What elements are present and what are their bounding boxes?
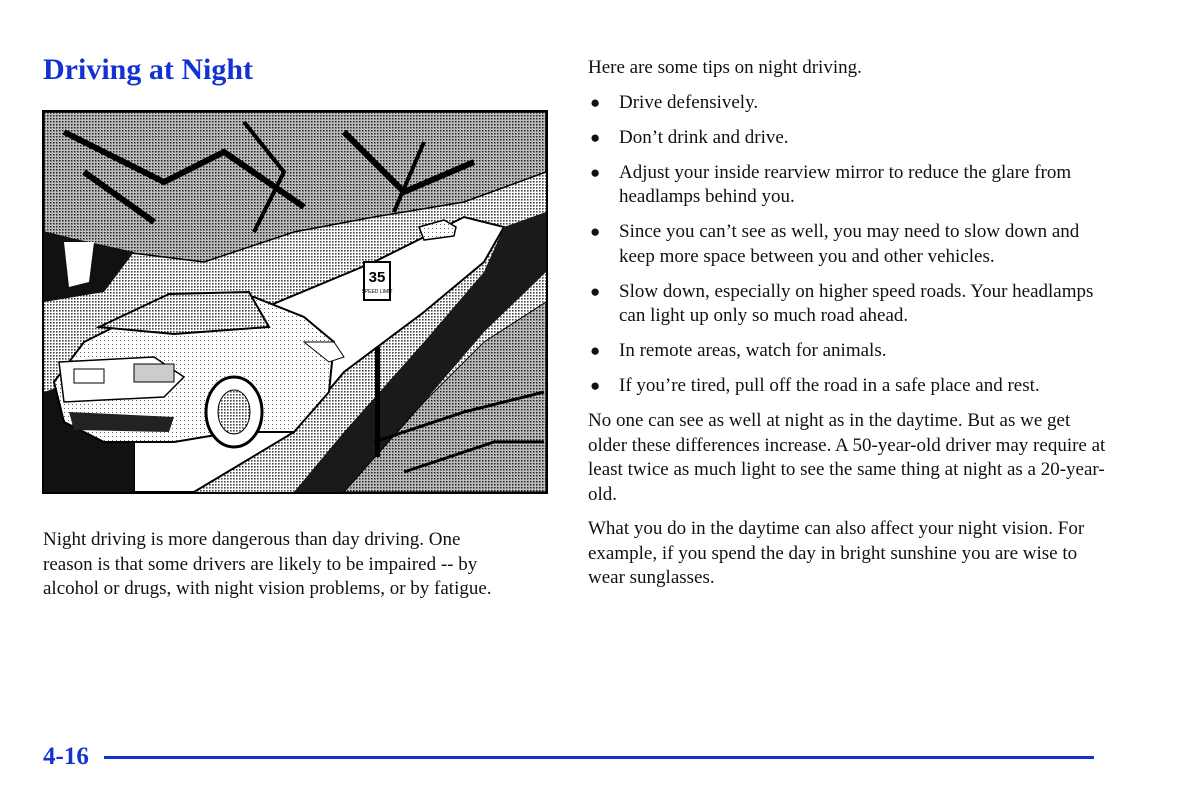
list-item: ● If you’re tired, pull off the road in a safe place and rest. — [588, 374, 1108, 399]
list-item: ● Slow down, especially on higher speed roads. Your headlamps can light up only so much road ahead. — [590, 280, 1094, 326]
list-item: ● Since you can’t see as well, you may need to slow down and keep more space between you and other vehicles. — [590, 221, 1080, 267]
page-title: Driving at Night — [43, 53, 253, 86]
page-number: 4-16 — [43, 743, 89, 770]
footer-rule — [104, 756, 1094, 759]
list-item: ● Drive defensively. — [588, 91, 1108, 116]
tips-list — [588, 91, 1108, 399]
svg-text:SPEED LIMIT: SPEED LIMIT — [361, 289, 393, 295]
intro-paragraph: Night driving is more dangerous than day driving. One reason is that some drivers are likely to be impaired -- by alcohol or drugs, with night vision problems, or by fatigue. — [43, 529, 492, 599]
bullet-icon: ● — [590, 92, 601, 112]
bullet-icon: ● — [590, 376, 601, 395]
bullet-icon: ● — [590, 341, 601, 360]
daytime-paragraph: What you do in the daytime can also affect your night vision. For example, if you spend the day in bright sunshine you are wise to wear sunglasses. — [588, 518, 1085, 588]
night-driving-illustration — [42, 110, 548, 494]
list-item: ● Adjust your inside rearview mirror to reduce the glare from headlamps behind you. — [590, 161, 1072, 207]
bullet-icon: ● — [590, 222, 601, 241]
right-column — [588, 56, 1108, 601]
bullet-icon: ● — [590, 162, 601, 182]
bullet-icon: ● — [590, 127, 601, 147]
list-item: ● Don’t drink and drive. — [588, 126, 1108, 151]
age-paragraph: No one can see as well at night as in the daytime. But as we get older these differences increase. A 50-year-old driver may require at least twice as much light to see the same thing at night as a 20-year-old. — [588, 410, 1106, 505]
tips-intro: Here are some tips on night driving. — [588, 57, 862, 78]
bullet-icon: ● — [590, 281, 601, 301]
svg-text:35: 35 — [368, 269, 386, 286]
list-item: ● In remote areas, watch for animals. — [588, 339, 1108, 364]
